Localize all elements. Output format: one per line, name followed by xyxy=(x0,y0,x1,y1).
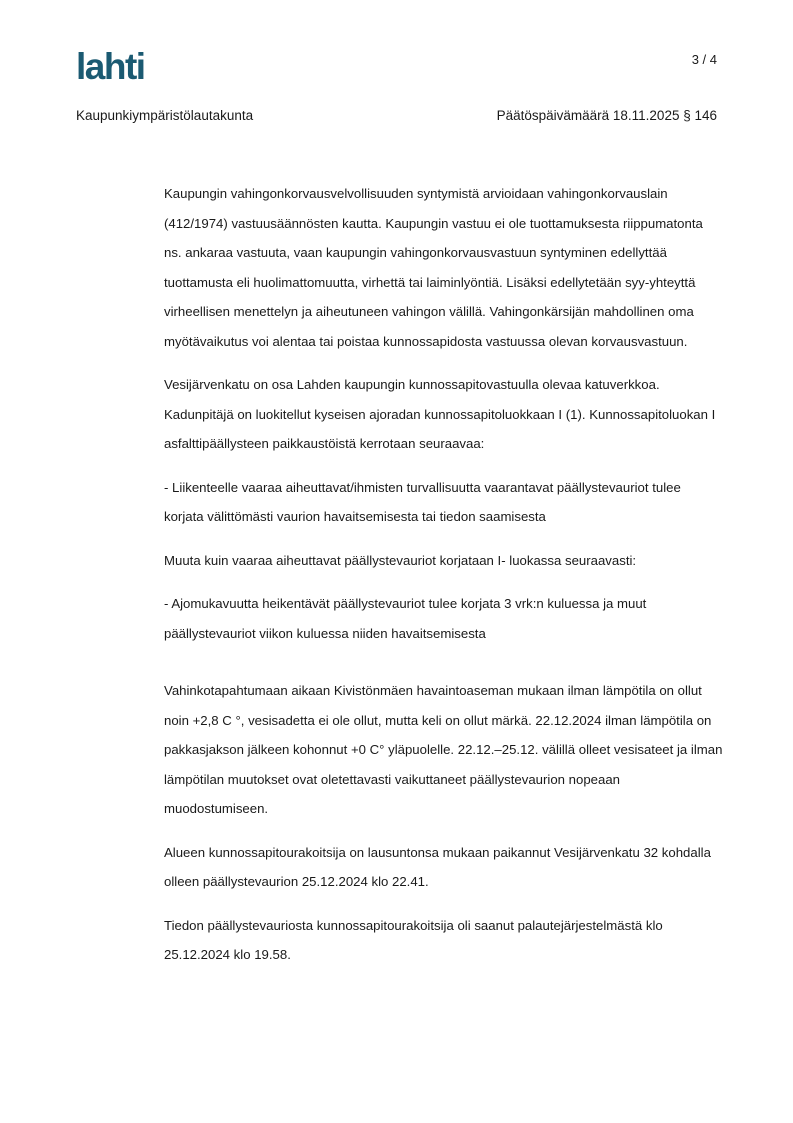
paragraph-comfort-repair: - Ajomukavuutta heikentävät päällystevauriot tulee korjata 3 vrk:n kuluessa ja muut päällystevauriot viikon kuluessa niiden havaitsemisesta xyxy=(164,596,647,641)
page-number: 3 / 4 xyxy=(691,52,717,67)
lahti-logo xyxy=(76,49,168,83)
paragraph-hazard-repair: - Liikenteelle vaaraa aiheuttavat/ihmisten turvallisuutta vaarantavat päällystevauriot tulee korjata välittömästi vaurion havaitsemisesta tai tiedon saamisesta xyxy=(164,479,681,524)
document-body xyxy=(164,179,724,984)
svg-text:lahti: lahti xyxy=(76,49,145,83)
paragraph-street-network: Vesijärvenkatu on osa Lahden kaupungin kunnossapitovastuulla olevaa katuverkkoa. Kadunpitäjä on luokitellut kyseisen ajoradan kunnossapitoluokkaan I (1). Kunnossapitoluokan I asfalttipäällysteen paikkaustöistä kerrotaan seuraavaa: xyxy=(164,377,716,451)
committee-name: Kaupunkiympäristölautakunta xyxy=(76,108,254,123)
paragraph-weather: Vahinkotapahtumaan aikaan Kivistönmäen havaintoaseman mukaan ilman lämpötila on ollut noin +2,8 C °, vesisadetta ei ole ollut, mutta keli on ollut märkä. 22.12.2024 ilman lämpötila on pakkasjakson jälkeen kohonnut +0 C° yläpuolelle. 22.12.–25.12. välillä olleet vesisateet ja ilman lämpötilan muutokset ovat oletettavasti vaikuttaneet päällystevaurion nopeaan muodostumiseen. xyxy=(164,683,723,816)
decision-date: Päätöspäivämäärä 18.11.2025 § 146 xyxy=(496,108,717,123)
paragraph-feedback: Tiedon päällystevauriosta kunnossapitourakoitsija oli saanut palautejärjestelmästä klo 25.12.2024 klo 19.58. xyxy=(164,917,663,962)
paragraph-liability: Kaupungin vahingonkorvausvelvollisuuden syntymistä arvioidaan vahingonkorvauslain (412/1974) vastuusäännösten kautta. Kaupungin vastuu ei ole tuottamuksesta riippumatonta ns. ankaraa vastuuta, vaan kaupungin vahingonkorvausvastuun syntyminen edellyttää tuottamusta eli huolimattomuutta, virhettä tai laiminlyöntiä. Lisäksi edellytetään syy-yhteyttä virheellisen menettelyn ja aiheutuneen vahingon välillä. Vahingonkärsijän mahdollinen oma myötävaikutus voi alentaa tai poistaa kunnossapidosta vastuussa olevan korvausvastuun. xyxy=(164,186,703,349)
paragraph-patching: Alueen kunnossapitourakoitsija on lausuntonsa mukaan paikannut Vesijärvenkatu 32 kohdalla olleen päällystevaurion 25.12.2024 klo 22.41. xyxy=(164,844,711,889)
paragraph-other-repairs: Muuta kuin vaaraa aiheuttavat päällystevauriot korjataan I- luokassa seuraavasti: xyxy=(164,552,637,568)
